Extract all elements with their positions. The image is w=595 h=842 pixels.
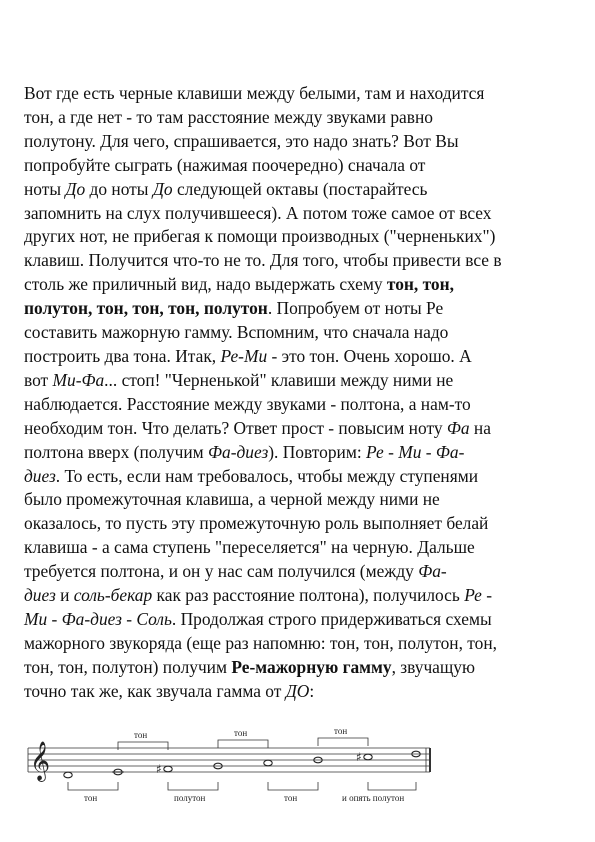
- text-run: ... стоп! "Черненькой" клавиши между ними не: [104, 369, 454, 390]
- text-run: . Продолжая строго придерживаться схемы: [171, 608, 492, 629]
- text-line: [24, 82, 572, 106]
- text-run: оказалось, то пусть эту промежуточную роль выполняет белай: [24, 513, 489, 534]
- text-line: [24, 345, 572, 369]
- text-run: клавиш. Получится что-то не то. Для того, чтобы привести все в: [24, 250, 502, 271]
- text-run: столь же приличный вид, надо выдержать схему: [24, 274, 387, 295]
- text-run: требуется полтона, и он у нас сам получился (между: [24, 561, 419, 582]
- text-run: тон, а где нет - то там расстояние между звуками равно: [24, 106, 433, 127]
- sharp-icon: ♯: [356, 750, 362, 764]
- text-line: [24, 584, 572, 608]
- text-run: точно так же, как звучала гамма от: [24, 680, 286, 701]
- note-do-sharp: [364, 754, 372, 760]
- text-line: [24, 417, 572, 441]
- text-line: [24, 249, 572, 273]
- text-run: других нот, не прибегая к помощи производных ("черненьких"): [24, 226, 496, 247]
- text-run: ). Повторим:: [268, 441, 367, 462]
- italic-text: диез: [24, 465, 56, 486]
- text-run: запомнить на слух получившееся). А потом тоже самое от всех: [24, 202, 492, 223]
- text-run: . То есть, если нам требовалось, чтобы между ступенями: [55, 465, 479, 486]
- italic-text: Фа-диез: [208, 441, 269, 462]
- text-run: , звучащую: [391, 656, 475, 677]
- treble-clef-icon: 𝄞: [30, 741, 51, 781]
- text-line: [24, 106, 572, 130]
- text-run: было промежуточная клавиша, а черной между ними не: [24, 489, 440, 510]
- text-run: построить два тона. Итак,: [24, 345, 221, 366]
- text-run: составить мажорную гамму. Вспомним, что сначала надо: [24, 322, 449, 343]
- interval-label-below: тон: [84, 793, 98, 803]
- text-line: [24, 632, 572, 656]
- interval-label-above: тон: [234, 728, 248, 738]
- text-line: [24, 680, 572, 704]
- italic-text: Ми - Фа-диез - Соль: [24, 608, 172, 629]
- text-run: как раз расстояние полтона), получилось: [152, 585, 465, 606]
- text-run: мажорного звукоряда (еще раз напомню: тон, тон, полутон, тон,: [24, 632, 497, 653]
- text-run: Вот где есть черные клавиши между белыми, там и находится: [24, 83, 485, 103]
- note-fa-sharp: [164, 766, 172, 772]
- text-run: тон, тон, полутон) получим: [24, 656, 232, 677]
- text-line: [24, 465, 572, 489]
- bold-text: Ре-мажорную гамму: [231, 656, 392, 677]
- text-line: [24, 512, 572, 536]
- notes: [64, 751, 420, 778]
- text-line: [24, 130, 572, 154]
- italic-text: ДО: [285, 680, 310, 701]
- text-line: [24, 321, 572, 345]
- interval-label-above: тон: [334, 726, 348, 736]
- bold-text: полутон, тон, тон, тон, полутон: [24, 298, 268, 319]
- text-run: :: [309, 680, 315, 701]
- text-run: наблюдается. Расстояние между звуками - полтона, а нам-то: [24, 393, 471, 414]
- text-run: - это тон. Очень хорошо. А: [267, 345, 472, 366]
- text-line: [24, 608, 572, 632]
- text-line: [24, 536, 572, 560]
- text-run: на: [469, 417, 491, 438]
- sharp-icon: ♯: [156, 762, 162, 776]
- interval-label-above: тон: [134, 730, 148, 740]
- italic-text: диез: [24, 585, 56, 606]
- italic-text: Ре-Ми: [220, 345, 268, 366]
- text-run: следующей октавы (постарайтесь: [172, 178, 428, 199]
- text-run: . Попробуем от ноты Ре: [267, 298, 444, 319]
- text-line: [24, 441, 572, 465]
- text-line: [24, 273, 572, 297]
- paragraph: [24, 82, 572, 704]
- italic-text: Фа: [446, 417, 470, 438]
- text-line: [24, 225, 572, 249]
- text-run: ноты: [24, 178, 66, 199]
- music-notation: [20, 726, 440, 812]
- text-line: [24, 297, 572, 321]
- text-run: до ноты: [85, 178, 153, 199]
- text-line: [24, 393, 572, 417]
- note-la: [264, 760, 272, 766]
- text-line: [24, 560, 572, 584]
- text-run: клавиша - а сама ступень "переселяется" на черную. Дальше: [24, 537, 475, 558]
- interval-brackets-below: [68, 782, 416, 790]
- interval-label-below: тон: [284, 793, 298, 803]
- text-run: вот: [24, 369, 53, 390]
- text-line: [24, 488, 572, 512]
- italic-text: Ре -: [464, 585, 493, 606]
- text-line: [24, 178, 572, 202]
- italic-text: До: [65, 178, 86, 199]
- italic-text: соль-бекар: [73, 585, 153, 606]
- text-line: [24, 202, 572, 226]
- bold-text: тон, тон,: [386, 274, 454, 295]
- note-re: [64, 772, 72, 778]
- italic-text: Фа-: [418, 561, 447, 582]
- text-run: и: [55, 585, 74, 606]
- text-run: полтона вверх (получим: [24, 441, 209, 462]
- text-line: [24, 369, 572, 393]
- interval-label-below: полутон: [174, 793, 206, 803]
- italic-text: Ми-Фа: [52, 369, 105, 390]
- italic-text: Ре - Ми - Фа-: [366, 441, 465, 462]
- text-line: [24, 154, 572, 178]
- italic-text: До: [152, 178, 173, 199]
- text-run: полутону. Для чего, спрашивается, это надо знать? Вот Вы: [24, 130, 459, 151]
- text-run: необходим тон. Что делать? Ответ прост - повысим ноту: [24, 417, 447, 438]
- text-line: [24, 656, 572, 680]
- text-run: попробуйте сыграть (нажимая поочередно) сначала от: [24, 154, 426, 175]
- interval-label-below: и опять полутон: [342, 793, 405, 803]
